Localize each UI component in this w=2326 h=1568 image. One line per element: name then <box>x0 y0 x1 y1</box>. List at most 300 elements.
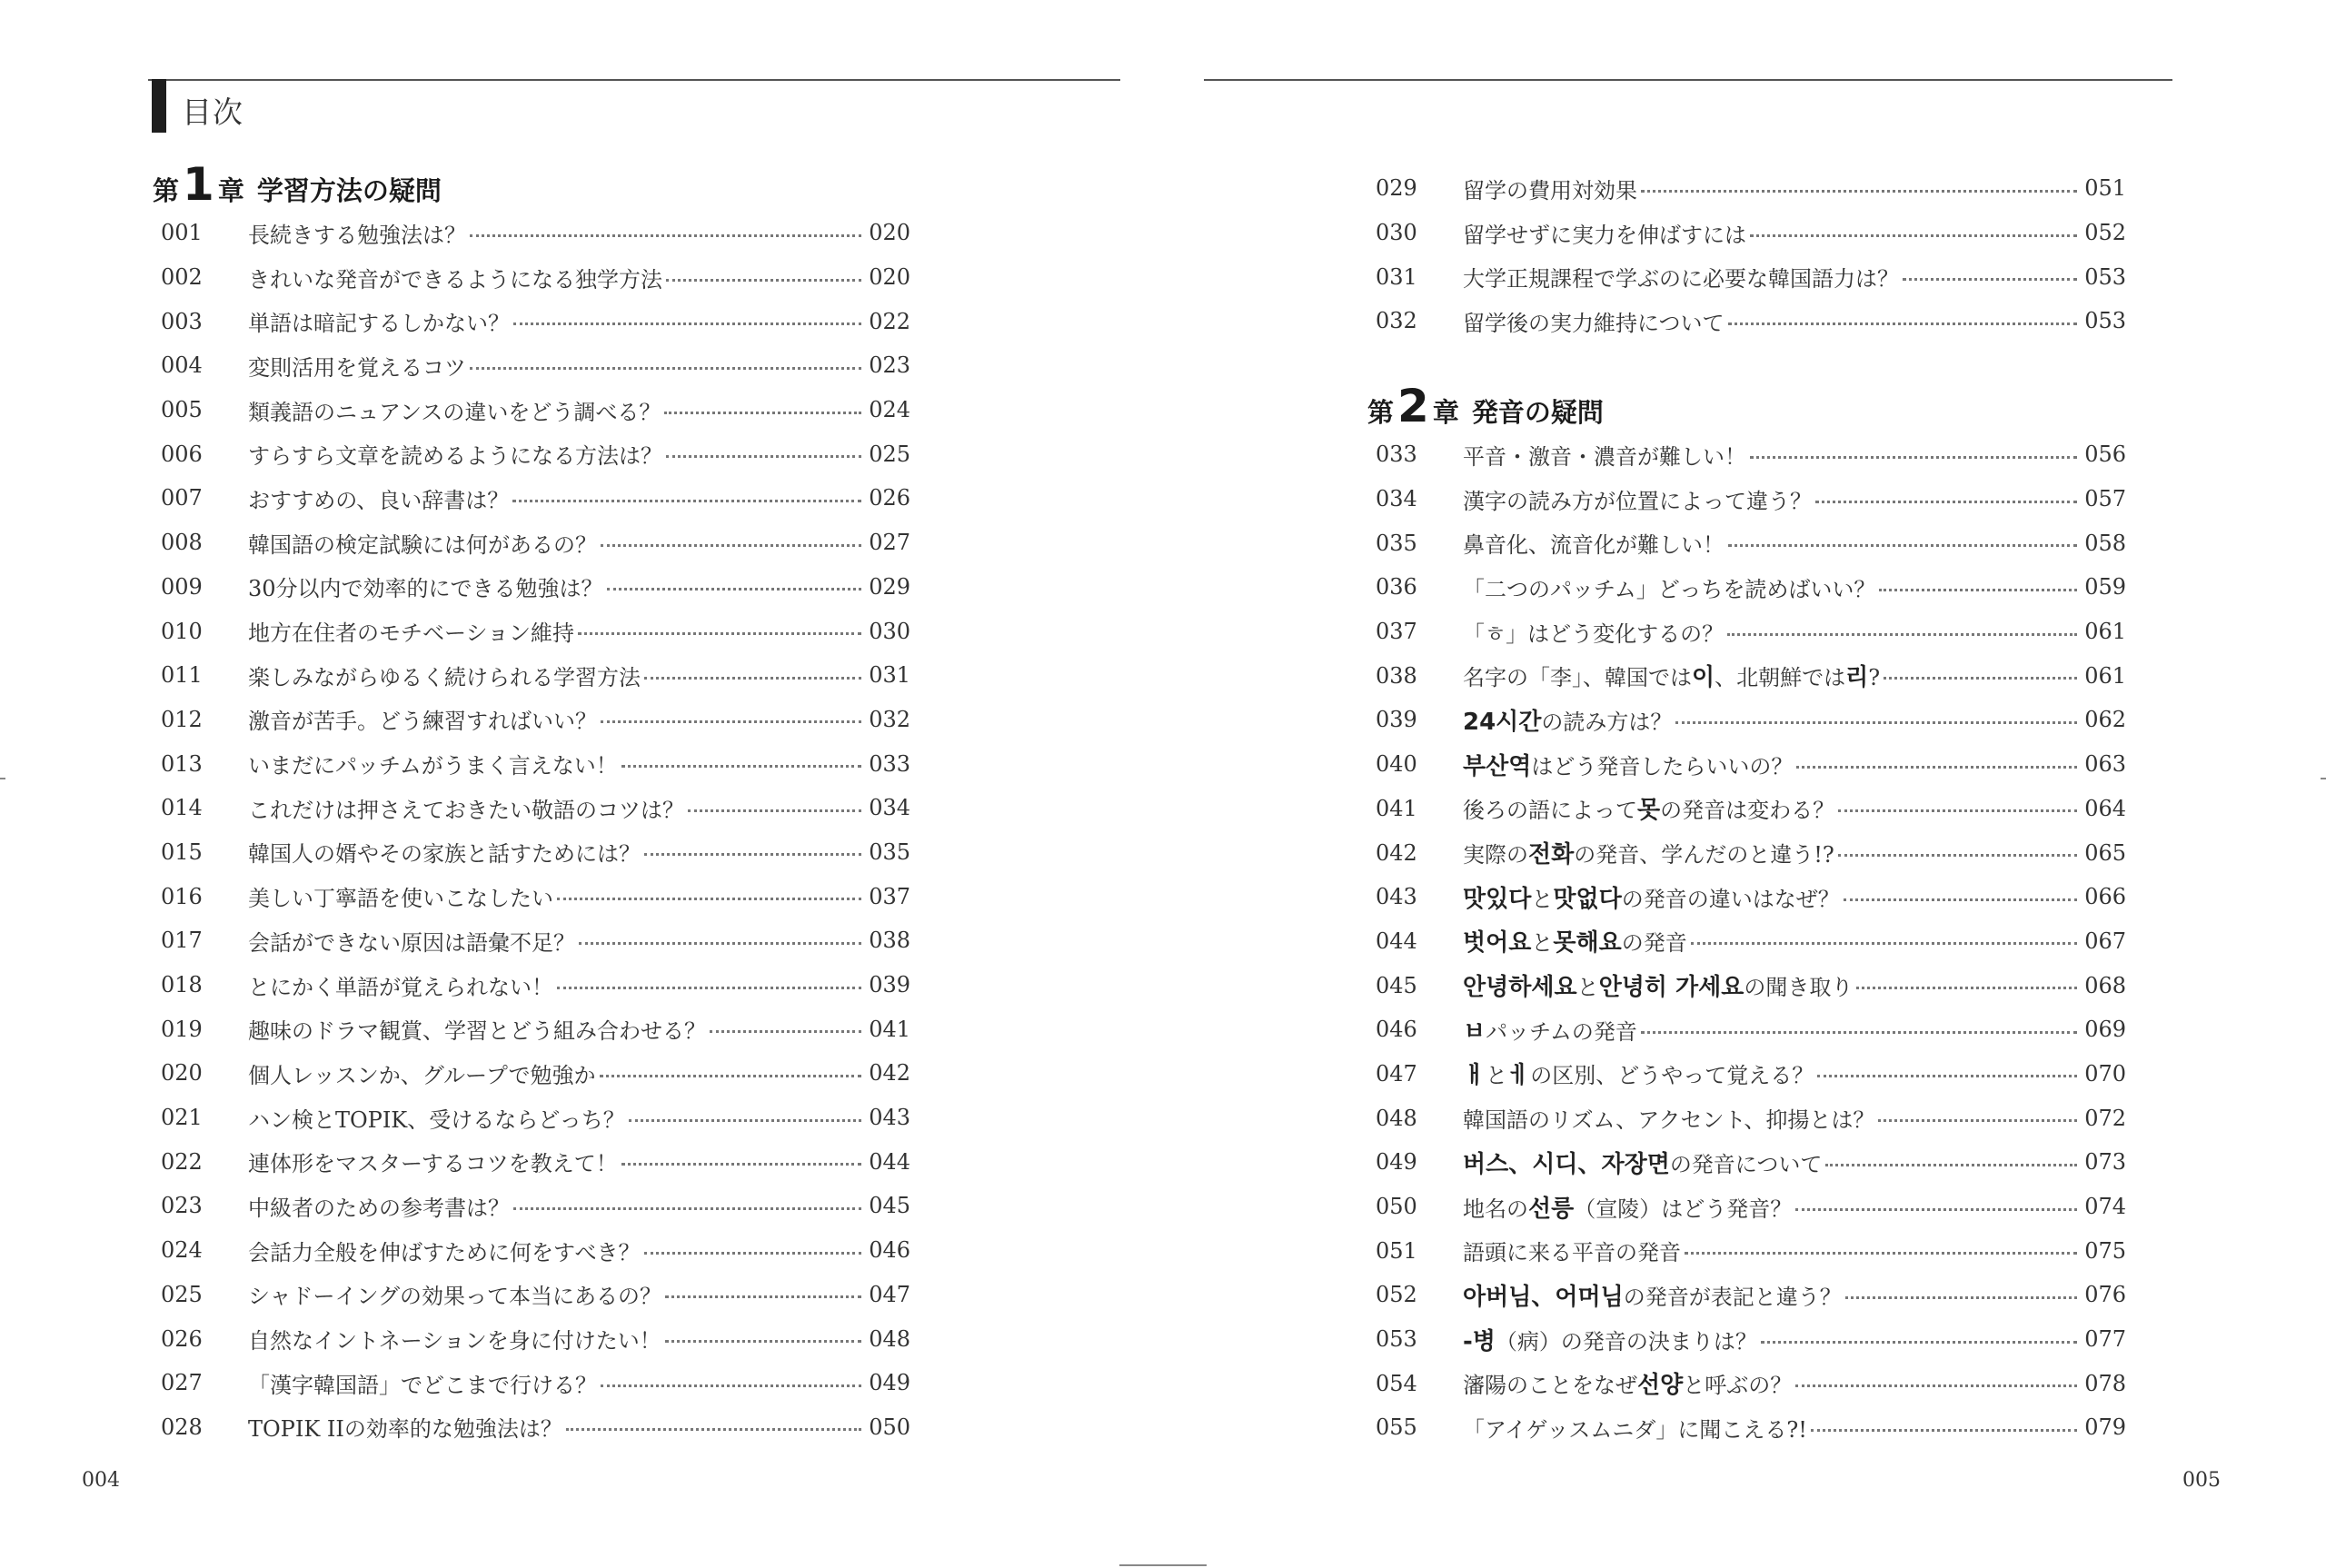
entry-number: 026 <box>161 1325 203 1352</box>
entry-title: 地方在住者のモチベーション維持 <box>248 620 575 647</box>
korean-term: 부산역 <box>1463 752 1532 780</box>
toc-entry <box>1376 698 2126 742</box>
dot-leader <box>665 1295 861 1298</box>
entry-page: 075 <box>2084 1237 2126 1264</box>
entry-title: きれいな発音ができるようになる独学方法 <box>248 266 662 293</box>
entry-page: 062 <box>2084 707 2126 733</box>
toc-list-right-top <box>1376 166 2126 343</box>
entry-title: 単語は暗記するしかない？ <box>248 311 510 337</box>
toc-entry <box>161 1096 910 1140</box>
entry-page: 035 <box>869 839 910 865</box>
entry-title: 変則活用を覚えるコツ <box>248 354 466 381</box>
title-text: と <box>1576 975 1599 1001</box>
title-text: と呼ぶの？ <box>1683 1373 1793 1399</box>
dot-leader <box>1728 323 2077 325</box>
korean-term: 24시간 <box>1463 708 1542 736</box>
korean-term: 아버님、어머님 <box>1463 1283 1624 1311</box>
entry-title: 中級者のための参考書は？ <box>248 1195 510 1221</box>
entry-title: 楽しみながらゆるく続けられる学習方法 <box>248 664 641 690</box>
dot-leader <box>629 1119 861 1122</box>
entry-page: 073 <box>2084 1149 2126 1176</box>
entry-page: 069 <box>2084 1017 2126 1043</box>
entry-number: 044 <box>1376 928 1417 954</box>
chapter-1-heading <box>153 158 442 211</box>
entry-page: 034 <box>869 795 910 821</box>
entry-page: 033 <box>869 750 910 777</box>
dot-leader <box>710 1030 861 1033</box>
title-text: と <box>1531 886 1554 912</box>
dot-leader <box>470 234 861 237</box>
toc-entry <box>1376 1228 2126 1273</box>
dot-leader <box>1641 190 2077 193</box>
dot-leader <box>579 942 861 945</box>
entry-page: 061 <box>2084 619 2126 645</box>
toc-entry <box>161 786 910 830</box>
toc-entry <box>1376 166 2126 211</box>
entry-title: これだけは押さえておきたい敬語のコツは？ <box>248 797 684 823</box>
toc-entry <box>1376 919 2126 964</box>
korean-term: 안녕히 가세요 <box>1598 974 1744 1002</box>
toc-entry <box>161 963 910 1007</box>
entry-number: 017 <box>161 928 203 954</box>
entry-number: 010 <box>161 618 203 644</box>
title-text: 瀋陽のことをなぜ <box>1463 1373 1637 1399</box>
chapter-2-suffix: 章 <box>1432 397 1459 428</box>
korean-term: ㅐ <box>1463 1062 1486 1090</box>
dot-leader <box>557 987 861 989</box>
toc-entry <box>161 1361 910 1405</box>
entry-page: 064 <box>2084 795 2126 821</box>
dot-leader <box>1817 1075 2077 1077</box>
entry-number: 030 <box>1376 220 1417 246</box>
toc-entry <box>1376 787 2126 831</box>
entry-page: 078 <box>2084 1370 2126 1396</box>
dot-leader <box>1811 1429 2077 1432</box>
title-text: の発音、学んだのと違う!? <box>1574 842 1834 868</box>
entry-title <box>1463 1190 1792 1224</box>
entry-number: 028 <box>161 1414 203 1440</box>
entry-title: 留学せずに実力を伸ばすには <box>1463 222 1746 248</box>
entry-title <box>1463 1412 1807 1444</box>
chapter-2-title: 発音の疑問 <box>1471 397 1604 428</box>
title-text: パッチムの発音 <box>1486 1018 1637 1045</box>
korean-term: -병 <box>1463 1327 1496 1355</box>
title-text: 名字の「李」、韓国では <box>1463 665 1692 691</box>
title-text: 、北朝鮮では <box>1715 665 1846 691</box>
korean-term: 선양 <box>1637 1372 1684 1400</box>
entry-title <box>1463 1146 1822 1179</box>
toc-entry <box>1376 1185 2126 1229</box>
dot-leader <box>1795 1384 2077 1387</box>
entry-title <box>1463 483 1812 515</box>
dot-leader <box>1856 987 2077 989</box>
top-rule-right <box>1204 79 2172 81</box>
page-number-left: 004 <box>82 1469 120 1492</box>
toc-entry <box>161 1139 910 1184</box>
toc-entry <box>161 432 910 476</box>
toc-entry <box>161 343 910 388</box>
korean-term: 맛없다 <box>1553 885 1622 913</box>
entry-page: 020 <box>869 264 910 291</box>
entry-page: 039 <box>869 972 910 998</box>
entry-title: 会話力全般を伸ばすために何をすべき？ <box>248 1239 641 1265</box>
entry-number: 019 <box>161 1016 203 1042</box>
entry-title <box>1463 1102 1874 1134</box>
dot-leader <box>1795 1208 2077 1211</box>
dot-leader <box>1691 942 2077 945</box>
toc-entry <box>161 388 910 432</box>
toc-entry <box>1376 254 2126 299</box>
entry-page: 030 <box>869 618 910 644</box>
entry-page: 037 <box>869 883 910 909</box>
entry-title <box>1463 968 1853 1002</box>
dot-leader <box>512 500 861 502</box>
toc-entry <box>1376 477 2126 521</box>
entry-page: 061 <box>2084 662 2126 689</box>
entry-title: 「漢字韓国語」でどこまで行ける？ <box>248 1372 597 1398</box>
entry-number: 015 <box>161 839 203 865</box>
chapter-1-number: 1 <box>183 158 214 211</box>
entry-number: 018 <box>161 972 203 998</box>
entry-title <box>1463 659 1880 692</box>
entry-page: 043 <box>869 1105 910 1131</box>
entry-page: 077 <box>2084 1326 2126 1353</box>
dot-leader <box>1796 766 2077 769</box>
entry-title: 激音が苦手。どう練習すればいい？ <box>248 709 597 735</box>
dot-leader <box>1838 854 2077 857</box>
entry-page: 053 <box>2084 308 2126 334</box>
title-text: の発音の違いはなぜ？ <box>1621 886 1840 912</box>
crop-mark-bottom <box>1119 1564 1207 1566</box>
entry-page: 045 <box>869 1193 910 1219</box>
entry-number: 016 <box>161 883 203 909</box>
entry-title <box>1463 748 1793 781</box>
entry-title: TOPIK IIの効率的な勉強法は？ <box>248 1416 562 1443</box>
dot-leader <box>601 544 861 547</box>
entry-title: 30分以内で効率的にできる勉強は？ <box>248 576 603 602</box>
toc-entry <box>161 1051 910 1096</box>
entry-number: 009 <box>161 573 203 600</box>
entry-page: 023 <box>869 352 910 379</box>
entry-number: 014 <box>161 795 203 821</box>
entry-page: 070 <box>2084 1060 2126 1087</box>
toc-title-bar <box>152 79 166 133</box>
entry-title: 類義語のニュアンスの違いをどう調べる？ <box>248 399 661 425</box>
korean-term: 선릉 <box>1528 1195 1575 1223</box>
toc-entry <box>161 830 910 875</box>
entry-title: 韓国語の検定試験には何があるの？ <box>248 531 597 558</box>
entry-title <box>1463 791 1834 825</box>
entry-number: 027 <box>161 1370 203 1396</box>
entry-title: 会話ができない原因は語彙不足？ <box>248 929 575 956</box>
korean-term: 못해요 <box>1553 929 1622 958</box>
korean-term: 못 <box>1637 797 1661 825</box>
page-number-right: 005 <box>2182 1469 2221 1492</box>
entry-title: すらすら文章を読めるようになる方法は？ <box>248 443 662 470</box>
dot-leader <box>1675 721 2077 724</box>
dot-leader <box>557 898 861 900</box>
dot-leader <box>1761 1341 2077 1344</box>
entry-number: 041 <box>1376 795 1417 821</box>
dot-leader <box>666 455 861 458</box>
entry-page: 022 <box>869 308 910 334</box>
dot-leader <box>470 367 861 370</box>
top-rule-left <box>148 79 1120 81</box>
dot-leader <box>666 279 861 282</box>
dot-leader <box>1825 1164 2077 1166</box>
title-text: と <box>1486 1063 1508 1089</box>
korean-term: 이 <box>1692 664 1715 692</box>
dot-leader <box>601 720 861 723</box>
entry-title <box>1463 924 1687 958</box>
entry-page: 044 <box>869 1148 910 1175</box>
entry-title <box>1463 616 1724 648</box>
title-text: （宣陵）はどう発音？ <box>1574 1196 1793 1222</box>
entry-page: 032 <box>869 706 910 732</box>
entry-number: 042 <box>1376 839 1417 866</box>
dot-leader <box>1750 234 2077 237</box>
entry-number: 051 <box>1376 1237 1417 1264</box>
entry-title <box>1463 1013 1637 1047</box>
entry-number: 055 <box>1376 1414 1417 1441</box>
chapter-2-number: 2 <box>1397 380 1429 432</box>
entry-title: ハン検とTOPIK、受けるならどっち？ <box>248 1107 625 1133</box>
entry-page: 031 <box>869 662 910 689</box>
title-text: の発音が表記と違う？ <box>1623 1284 1842 1310</box>
chapter-1-suffix: 章 <box>217 175 244 206</box>
entry-number: 020 <box>161 1060 203 1087</box>
entry-page: 025 <box>869 441 910 467</box>
toc-entry <box>161 211 910 255</box>
toc-title: 目次 <box>182 94 244 130</box>
title-text: 後ろの語によって <box>1463 798 1637 824</box>
dot-leader <box>1685 1252 2077 1255</box>
toc-entry <box>1376 1052 2126 1097</box>
entry-page: 047 <box>869 1281 910 1307</box>
entry-page: 041 <box>869 1016 910 1042</box>
entry-page: 051 <box>2084 175 2126 202</box>
entry-title <box>1463 439 1746 471</box>
entry-title <box>1463 1366 1792 1400</box>
entry-page: 029 <box>869 573 910 600</box>
entry-page: 068 <box>2084 972 2126 998</box>
entry-number: 012 <box>161 706 203 732</box>
toc-entry <box>1376 653 2126 698</box>
entry-page: 072 <box>2084 1105 2126 1131</box>
entry-number: 004 <box>161 352 203 379</box>
title-text: ? <box>1868 665 1881 691</box>
dot-leader <box>1728 544 2077 547</box>
dot-leader <box>1815 501 2077 503</box>
title-text: の発音は変わる？ <box>1660 798 1835 824</box>
entry-number: 022 <box>161 1148 203 1175</box>
crop-mark-left <box>0 778 5 779</box>
title-text: の発音 <box>1621 930 1687 957</box>
toc-entry <box>1376 1273 2126 1317</box>
entry-number: 043 <box>1376 884 1417 910</box>
chapter-2-heading <box>1367 380 1604 432</box>
korean-term: 벗어요 <box>1463 929 1532 958</box>
dot-leader <box>601 1384 861 1387</box>
toc-entry <box>1376 610 2126 654</box>
entry-page: 067 <box>2084 928 2126 954</box>
entry-title: おすすめの、良い辞書は？ <box>248 487 510 513</box>
entry-page: 056 <box>2084 442 2126 468</box>
entry-page: 052 <box>2084 220 2126 246</box>
toc-entry <box>1376 1096 2126 1140</box>
entry-number: 049 <box>1376 1149 1417 1176</box>
dot-leader <box>644 853 861 856</box>
entry-title: 留学後の実力維持について <box>1463 310 1725 336</box>
entry-title <box>1463 880 1840 914</box>
entry-title: 趣味のドラマ観賞、学習とどう組み合わせる？ <box>248 1018 706 1045</box>
toc-entry <box>161 476 910 521</box>
title-text: の発音について <box>1669 1151 1823 1177</box>
dot-leader <box>664 412 861 414</box>
toc-entry <box>161 741 910 786</box>
korean-term: 버스、시디、자장면 <box>1463 1150 1670 1178</box>
entry-page: 049 <box>869 1370 910 1396</box>
toc-entry <box>1376 432 2126 477</box>
entry-number: 039 <box>1376 707 1417 733</box>
toc-entry <box>161 653 910 698</box>
entry-page: 024 <box>869 397 910 423</box>
dot-leader <box>644 677 861 680</box>
toc-entry <box>1376 1405 2126 1450</box>
entry-number: 005 <box>161 397 203 423</box>
entry-number: 011 <box>161 662 203 689</box>
entry-number: 052 <box>1376 1282 1417 1308</box>
entry-title <box>1463 1278 1842 1312</box>
title-text: 語頭に来る平音の発音 <box>1463 1240 1681 1266</box>
toc-entry <box>161 698 910 742</box>
entry-title <box>1463 836 1834 869</box>
entry-page: 059 <box>2084 574 2126 600</box>
entry-page: 065 <box>2084 839 2126 866</box>
entry-number: 023 <box>161 1193 203 1219</box>
crop-mark-right <box>2321 778 2326 779</box>
dot-leader <box>1879 589 2077 591</box>
entry-title: 美しい丁寧語を使いこなしたい <box>248 886 553 912</box>
title-text: の区別、どうやって覚える？ <box>1530 1063 1814 1089</box>
dot-leader <box>578 632 861 635</box>
toc-entry <box>161 1184 910 1228</box>
dot-leader <box>513 1207 861 1210</box>
dot-leader <box>1750 456 2077 459</box>
toc-entry <box>1376 1140 2126 1185</box>
entry-number: 053 <box>1376 1326 1417 1353</box>
entry-page: 074 <box>2084 1194 2126 1220</box>
dot-leader <box>566 1428 861 1431</box>
title-text: 「ㅎ」はどう変化するの？ <box>1463 620 1725 647</box>
title-text: はどう発音したらいいの？ <box>1531 753 1794 779</box>
entry-number: 047 <box>1376 1060 1417 1087</box>
dot-leader <box>1641 1031 2077 1034</box>
entry-page: 076 <box>2084 1282 2126 1308</box>
toc-entry <box>1376 875 2126 919</box>
dot-leader <box>621 765 861 768</box>
korean-term: ㅔ <box>1507 1062 1531 1090</box>
entry-number: 021 <box>161 1105 203 1131</box>
entry-title: 連体形をマスターするコツを教えて！ <box>248 1151 618 1177</box>
right-page <box>1163 0 2326 1568</box>
entry-number: 046 <box>1376 1017 1417 1043</box>
chapter-2-prefix: 第 <box>1367 397 1395 428</box>
dot-leader <box>1727 633 2077 636</box>
dot-leader <box>513 323 861 325</box>
entry-title: 大学正規課程で学ぶのに必要な韓国語力は？ <box>1463 266 1899 293</box>
entry-number: 013 <box>161 750 203 777</box>
dot-leader <box>1884 677 2077 680</box>
entry-page: 038 <box>869 928 910 954</box>
toc-entry <box>161 1273 910 1317</box>
title-text: 「二つのパッチム」どっちを読めばいい？ <box>1463 576 1876 602</box>
entry-title: 韓国人の婿やその家族と話すためには？ <box>248 841 641 868</box>
dot-leader <box>621 1163 861 1166</box>
dot-leader <box>665 1340 861 1343</box>
dot-leader <box>607 588 861 590</box>
entry-number: 002 <box>161 264 203 291</box>
entry-title: 自然なイントネーションを身に付けたい！ <box>248 1328 661 1355</box>
toc-entry <box>161 521 910 565</box>
entry-title: いまだにパッチムがうまく言えない！ <box>248 753 618 779</box>
title-text: の聞き取り <box>1744 975 1854 1001</box>
entry-page: 079 <box>2084 1414 2126 1441</box>
toc-entry <box>1376 299 2126 343</box>
entry-page: 042 <box>869 1060 910 1087</box>
entry-page: 057 <box>2084 486 2126 512</box>
toc-entry <box>161 918 910 963</box>
entry-title: 個人レッスンか、グループで勉強か <box>248 1062 596 1088</box>
title-text: （病）の発音の決まりは？ <box>1495 1328 1757 1355</box>
entry-number: 008 <box>161 530 203 556</box>
toc-entry <box>161 1316 910 1361</box>
dot-leader <box>644 1252 861 1255</box>
toc-entry <box>1376 211 2126 255</box>
toc-entry <box>161 299 910 343</box>
entry-page: 020 <box>869 220 910 246</box>
entry-number: 033 <box>1376 442 1417 468</box>
entry-number: 025 <box>161 1281 203 1307</box>
entry-title: 留学の費用対効果 <box>1463 177 1637 203</box>
title-text: 韓国語のリズム、アクセント、抑揚とは？ <box>1463 1107 1875 1134</box>
entry-title <box>1463 571 1875 603</box>
toc-entry <box>1376 1007 2126 1052</box>
entry-number: 003 <box>161 308 203 334</box>
entry-page: 026 <box>869 485 910 511</box>
toc-entry <box>1376 1317 2126 1362</box>
korean-term: 맛있다 <box>1463 885 1532 913</box>
toc-entry <box>1376 521 2126 565</box>
entry-number: 032 <box>1376 308 1417 334</box>
entry-title: シャドーイングの効果って本当にあるの？ <box>248 1284 662 1310</box>
entry-number: 036 <box>1376 574 1417 600</box>
title-text: と <box>1531 930 1554 957</box>
toc-list-left <box>161 211 910 1449</box>
toc-entry <box>161 1228 910 1273</box>
korean-term: 전화 <box>1528 841 1575 869</box>
entry-number: 031 <box>1376 263 1417 290</box>
entry-page: 048 <box>869 1325 910 1352</box>
entry-number: 037 <box>1376 619 1417 645</box>
entry-number: 038 <box>1376 662 1417 689</box>
toc-entry <box>1376 742 2126 787</box>
entry-page: 046 <box>869 1237 910 1264</box>
entry-number: 048 <box>1376 1105 1417 1131</box>
korean-term: 리 <box>1845 664 1869 692</box>
korean-term: 안녕하세요 <box>1463 974 1577 1002</box>
korean-term: ㅂ <box>1463 1017 1486 1046</box>
